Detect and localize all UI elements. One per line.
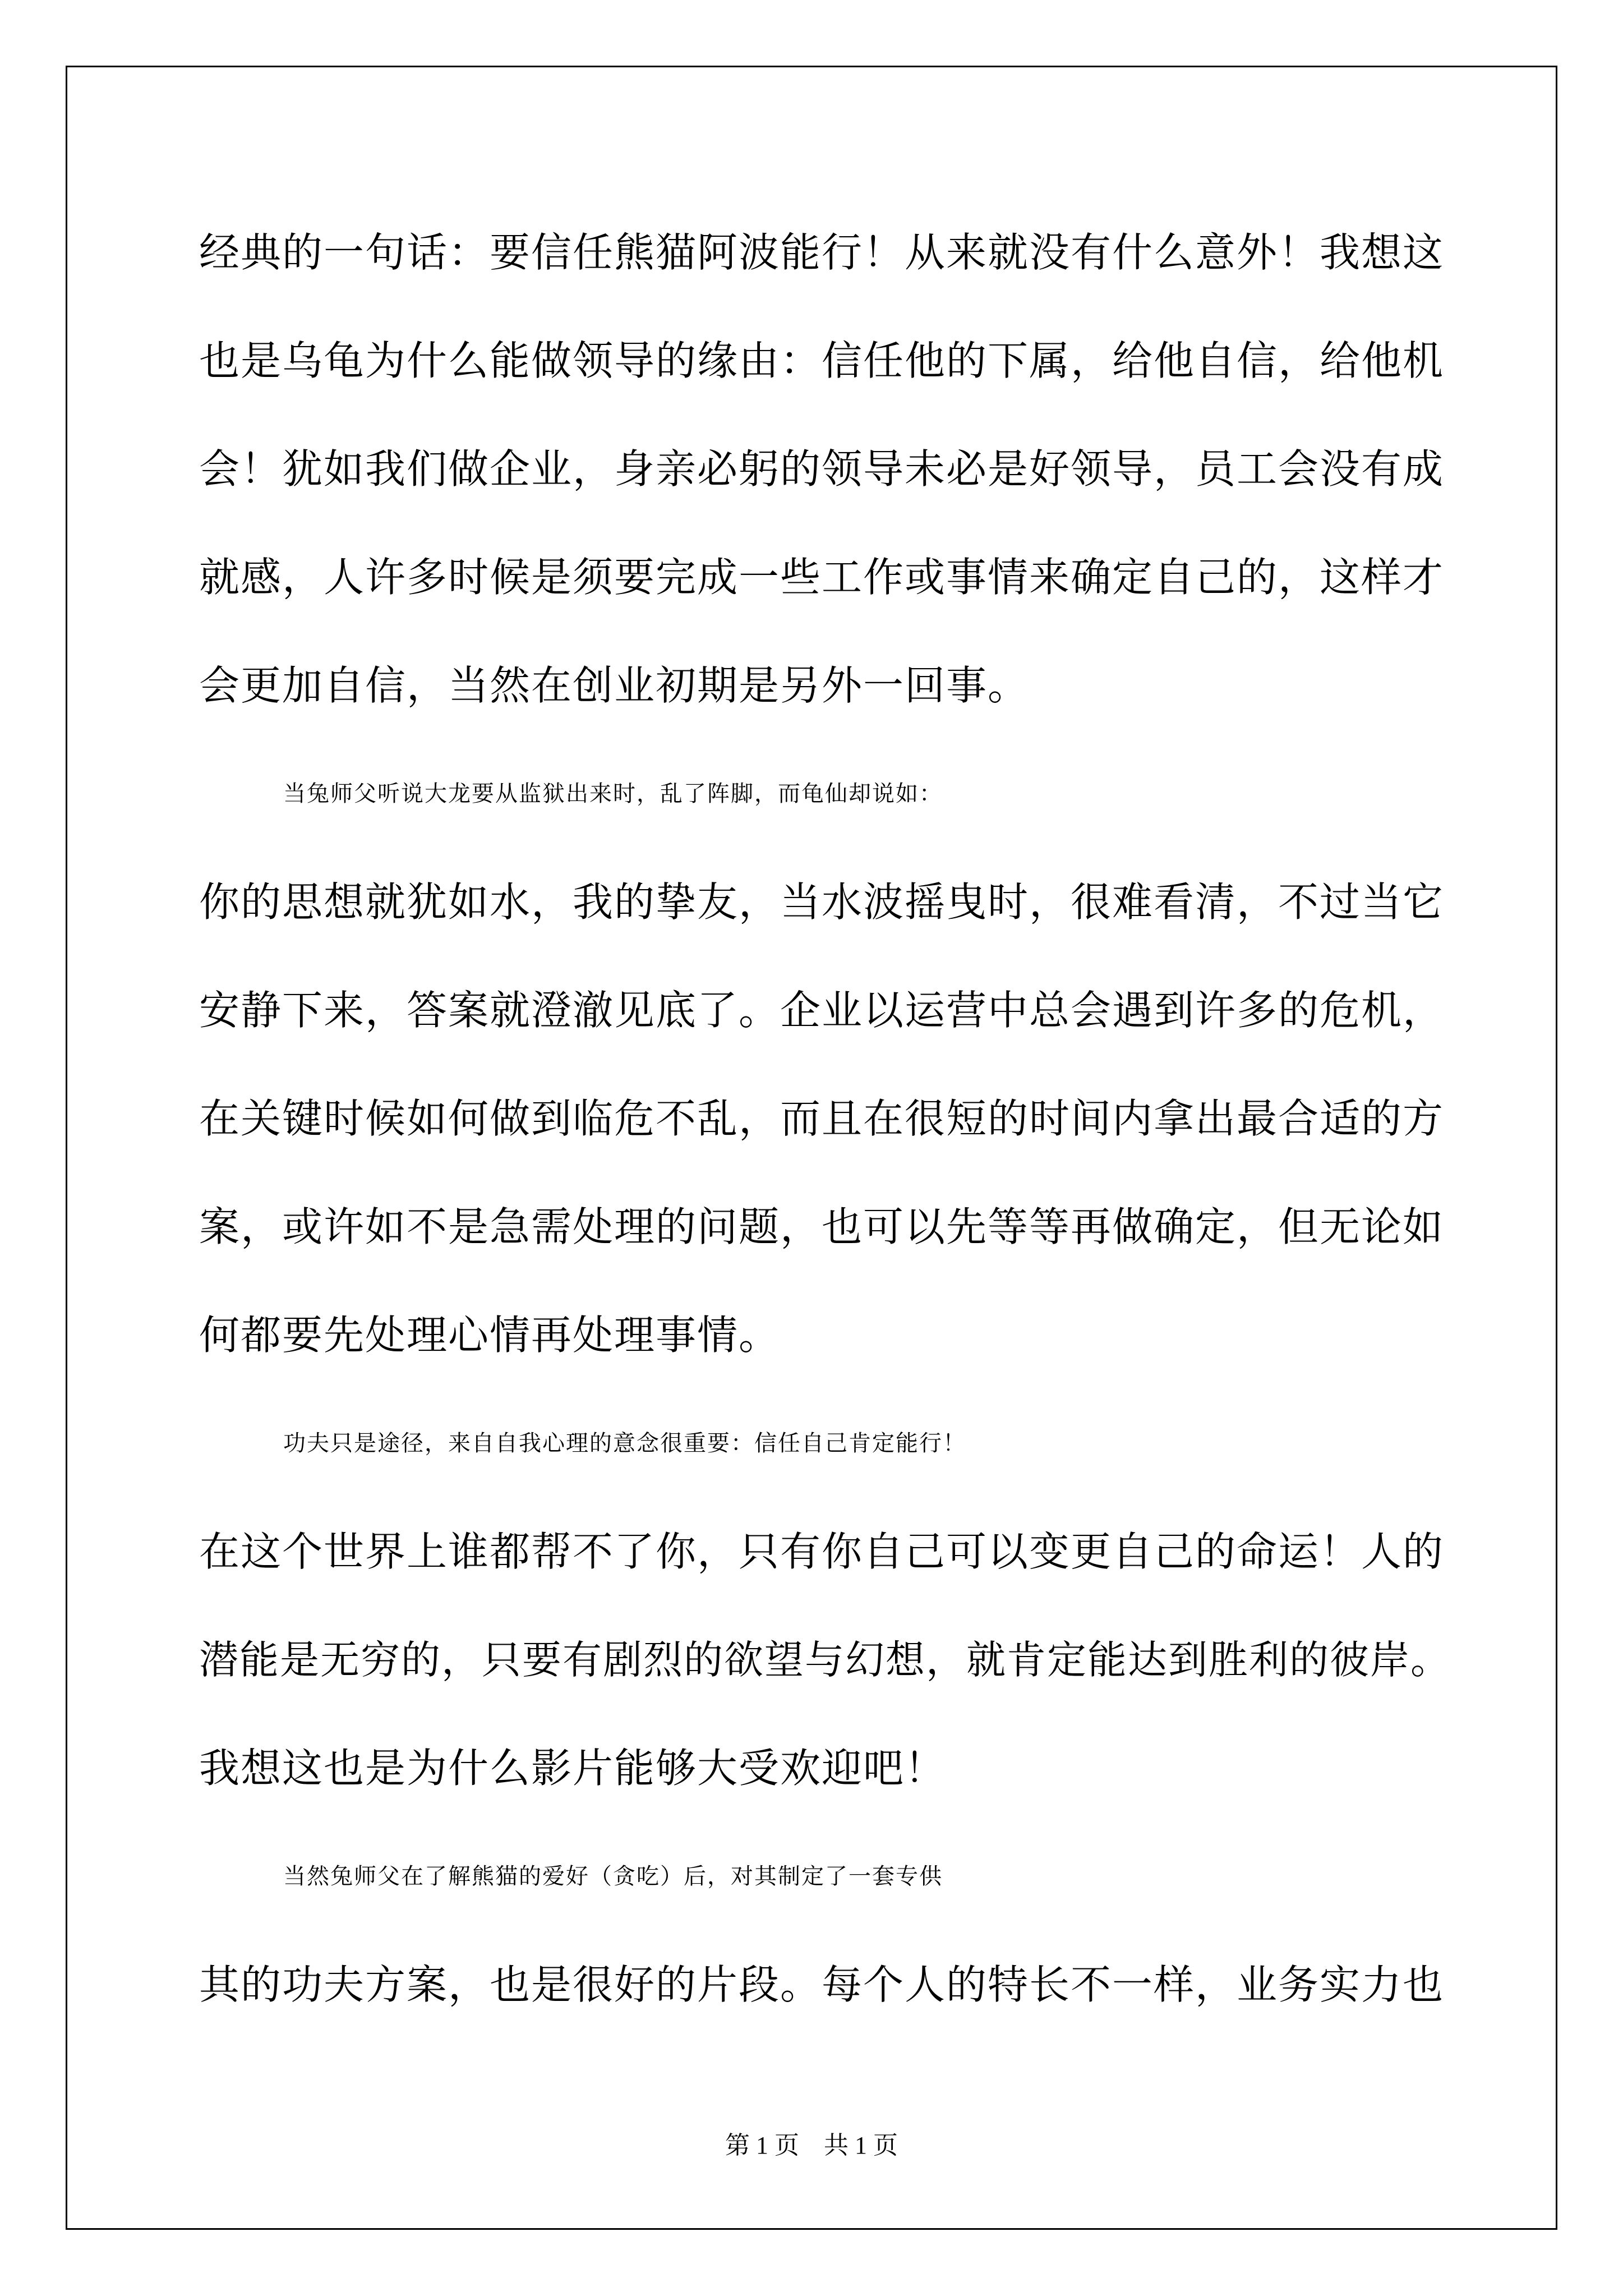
paragraph-line: 在这个世界上谁都帮不了你，只有你自己可以变更自己的命运！人的 xyxy=(199,1528,1445,1575)
paragraph-line: 潜能是无穷的，只要有剧烈的欲望与幻想，就肯定能达到胜利的彼岸。 xyxy=(199,1637,1451,1683)
page-number-footer: 第 1 页 共 1 页 xyxy=(725,2132,898,2159)
paragraph-line: 你的思想就犹如水，我的挚友，当水波摇曳时，很难看清，不过当它 xyxy=(199,878,1445,926)
paragraph-line: 就感，人许多时候是须要完成一些工作或事情来确定自己的，这样才 xyxy=(199,554,1445,601)
paragraph-line: 当兔师父听说大龙要从监狱出来时，乱了阵脚，而龟仙却说如： xyxy=(283,781,943,807)
paragraph-line: 其的功夫方案，也是很好的片段。每个人的特长不一样，业务实力也 xyxy=(199,1961,1445,2008)
paragraph-line: 经典的一句话：要信任熊猫阿波能行！从来就没有什么意外！我想这 xyxy=(199,229,1445,276)
paragraph-line: 在关键时候如何做到临危不乱，而且在很短的时间内拿出最合适的方 xyxy=(199,1095,1445,1142)
paragraph-line: 会更加自信，当然在创业初期是另外一回事。 xyxy=(199,662,1030,709)
paragraph-line: 我想这也是为什么影片能够大受欢迎吧！ xyxy=(199,1745,947,1792)
paragraph-line: 功夫只是途径，来自自我心理的意念很重要：信任自己肯定能行！ xyxy=(283,1430,966,1456)
paragraph-line: 案，或许如不是急需处理的问题，也可以先等等再做确定，但无论如 xyxy=(199,1203,1445,1250)
paragraph-line: 安静下来，答案就澄澈见底了。企业以运营中总会遇到许多的危机， xyxy=(199,987,1445,1034)
paragraph-line: 会！犹如我们做企业，身亲必躬的领导未必是好领导，员工会没有成 xyxy=(199,445,1445,493)
paragraph-line: 当然兔师父在了解熊猫的爱好（贪吃）后，对其制定了一套专供 xyxy=(283,1864,943,1889)
paragraph-line: 何都要先处理心情再处理事情。 xyxy=(199,1312,781,1359)
paragraph-line: 也是乌龟为什么能做领导的缘由：信任他的下属，给他自信，给他机 xyxy=(199,337,1445,384)
